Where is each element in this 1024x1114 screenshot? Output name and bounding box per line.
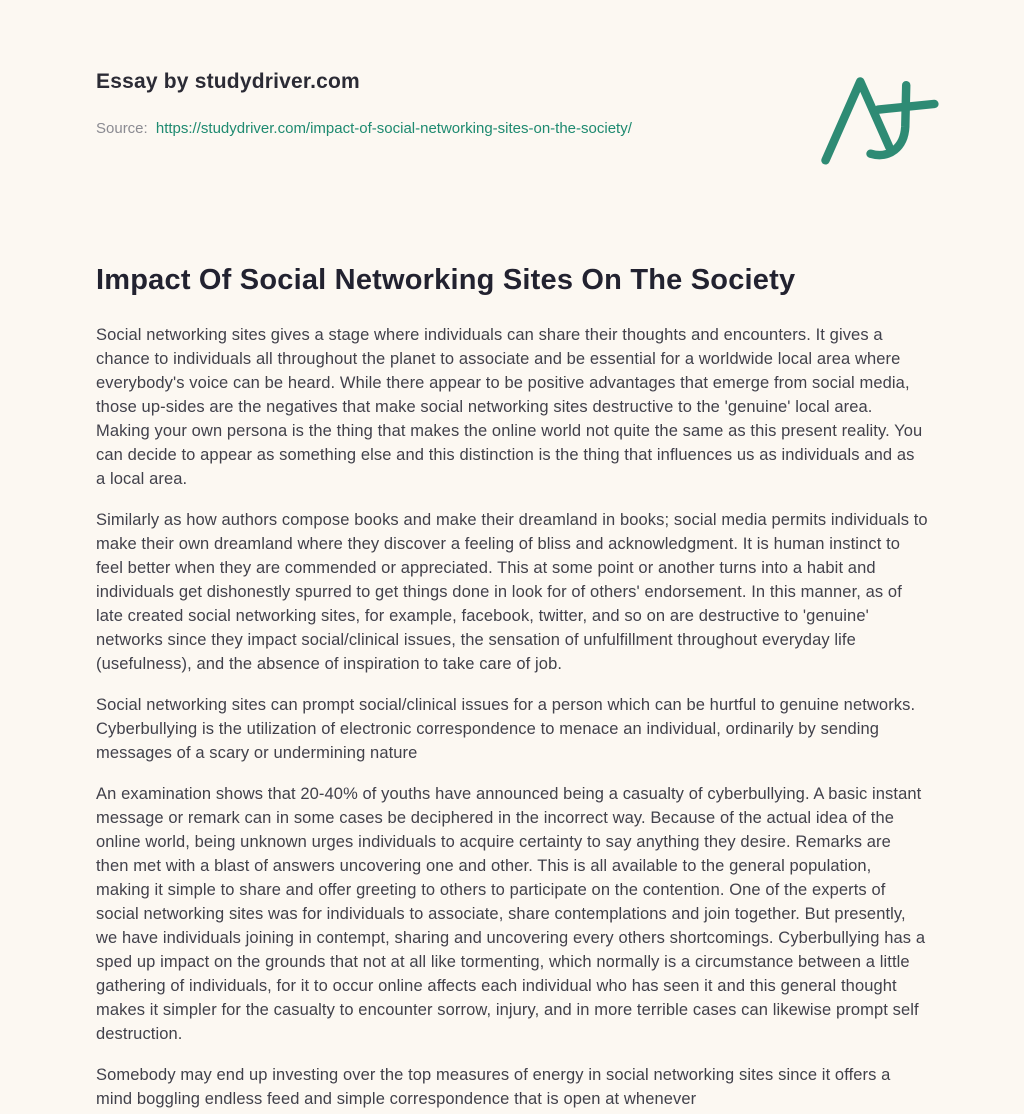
essay-title: Impact Of Social Networking Sites On The Society (96, 264, 796, 296)
page-header (96, 0, 928, 166)
essay-paragraph-4: An examination shows that 20-40% of youths have announced being a casualty of cyberbullying. A basic instant message or remark can in some cases be deciphered in the incorrect way. Because of the actual idea of the online world, being unknown urges individuals to acquire certainty to say anything they desire. Remarks are then met with a blast of answers uncovering one and other. This is all available to the general population, making it simple to share and offer greeting to others to participate on the contention. One of the experts of social networking sites was for individuals to associate, share contemplations and join together. But presently, we have individuals joining in contempt, sharing and uncovering every others shortcomings. Cyberbullying has a sped up impact on the grounds that not at all like tormenting, which normally is a circumstance between a little gathering of individuals, for it to occur online affects each individual who has seen it and this general thought makes it simpler for the casualty to encounter sorrow, injury, and in more terrible cases can likewise prompt self destruction. (96, 785, 926, 1043)
source-label: Source: (96, 120, 148, 137)
essay-content (96, 323, 928, 1111)
studydriver-logo-icon (818, 72, 940, 166)
source-url-link[interactable]: https://studydriver.com/impact-of-social-networking-sites-on-the-society/ (155, 120, 632, 137)
essay-paragraph-2: Similarly as how authors compose books and make their dreamland in books; social media permits individuals to make their own dreamland where they discover a feeling of bliss and acknowledgment. It is human instinct to feel better when they are commended or appreciated. This at some point or another turns into a habit and individuals get dishonestly spurred to get things done in look for of others' endorsement. In this manner, as of late created social networking sites, for example, facebook, twitter, and so on are destructive to 'genuine' networks since they impact social/clinical issues, the sensation of unfulfillment throughout everyday life (usefulness), and the absence of inspiration to take care of job. (96, 511, 928, 673)
essay-paragraph-1: Social networking sites gives a stage where individuals can share their thoughts and encounters. It gives a chance to individuals all throughout the planet to associate and be essential for a worldwide local area where everybody's voice can be heard. While there appear to be positive advantages that emerge from social media, those up-sides are the negatives that make social networking sites destructive to the 'genuine' local area. Making your own persona is the thing that makes the online world not quite the same as this present reality. You can decide to appear as something else and this distinction is the thing that influences us as individuals and as a local area. (96, 326, 923, 488)
essay-paragraph-5: Somebody may end up investing over the top measures of energy in social networking sites since it offers a mind boggling endless feed and simple correspondence that is open at whenever (96, 1066, 891, 1108)
header-text-block (96, 70, 632, 137)
essay-body (96, 264, 928, 1111)
essay-paragraph-3: Social networking sites can prompt social/clinical issues for a person which can be hurtful to genuine networks. Cyberbullying is the utilization of electronic correspondence to menace an individual, ordinarily by sending messages of a scary or undermining nature (96, 696, 916, 762)
byline: Essay by studydriver.com (96, 70, 360, 93)
source-line (96, 120, 632, 137)
